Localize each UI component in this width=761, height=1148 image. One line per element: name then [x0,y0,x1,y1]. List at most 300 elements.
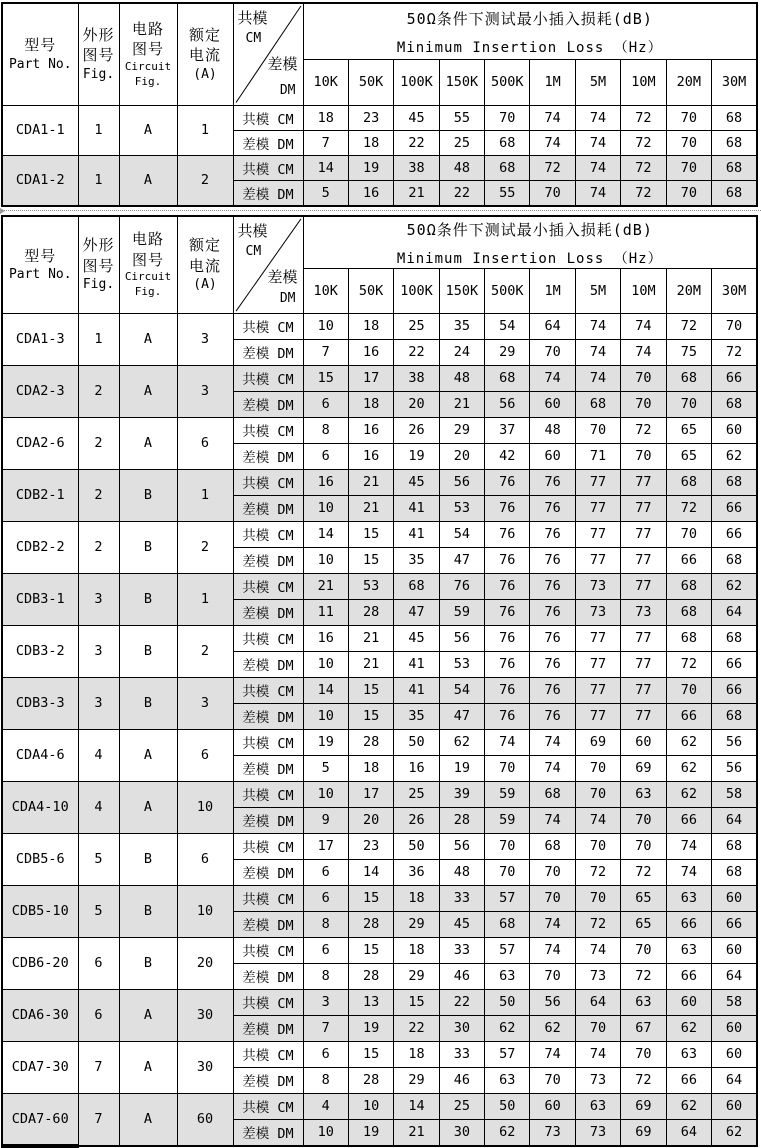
dm-loss-value-cell: 62 [530,1015,575,1041]
cm-loss-value-cell: 19 [303,729,348,755]
dm-loss-value-cell: 64 [712,807,757,833]
cm-loss-value-cell: 70 [712,313,757,339]
common-mode-label-cell: 共模 CM [233,625,303,651]
fig-cell: 3 [78,625,119,677]
cm-loss-value-cell: 63 [666,1041,711,1067]
dm-loss-value-cell: 77 [575,495,620,521]
dm-loss-value-cell: 22 [439,180,484,206]
cm-loss-value-cell: 74 [575,155,620,180]
dm-loss-value-cell: 69 [621,755,666,781]
common-mode-abbr: CM [245,243,262,259]
dm-loss-value-cell: 8 [303,911,348,937]
dm-loss-value-cell: 29 [485,339,530,365]
part-row-common-mode [2,155,757,180]
cm-loss-value-cell: 63 [666,885,711,911]
cm-loss-value-cell: 14 [303,521,348,547]
dm-loss-value-cell: 64 [666,1119,711,1146]
rated-current-cell: 2 [177,155,233,206]
cm-loss-value-cell: 39 [439,781,484,807]
dm-loss-value-cell: 77 [621,495,666,521]
cm-loss-value-cell: 76 [485,573,530,599]
dm-loss-value-cell: 30 [439,1015,484,1041]
cm-loss-value-cell: 74 [530,729,575,755]
cm-loss-value-cell: 57 [485,937,530,963]
differential-mode-label-cell: 差模 DM [233,1119,303,1146]
common-mode-abbr: CM [245,31,262,46]
common-mode-label-cell: 共模 CM [233,885,303,911]
dm-loss-value-cell: 69 [621,1119,666,1146]
dm-loss-value-cell: 70 [530,180,575,206]
part-row-common-mode [2,677,757,703]
cm-loss-value-cell: 15 [348,521,393,547]
cm-loss-value-cell: 74 [530,105,575,130]
cm-loss-value-cell: 28 [348,729,393,755]
circuit-fig-cell: A [119,365,177,417]
differential-mode-abbr: DM [279,291,296,307]
dm-loss-value-cell: 53 [439,495,484,521]
differential-mode-label-cell: 差模 DM [233,391,303,417]
cm-loss-value-cell: 15 [348,677,393,703]
freq-column-header: 150K [439,59,484,105]
rated-current-cell: 1 [177,573,233,625]
cm-loss-value-cell: 60 [712,937,757,963]
cm-loss-value-cell: 77 [621,625,666,651]
part-no-cell: CDA2-6 [2,417,78,469]
dm-loss-value-cell: 68 [666,599,711,625]
cm-loss-value-cell: 38 [394,365,439,391]
dm-loss-value-cell: 62 [485,1119,530,1146]
dm-loss-value-cell: 70 [575,1015,620,1041]
dm-loss-value-cell: 70 [621,391,666,417]
cm-loss-value-cell: 15 [348,885,393,911]
common-mode-label-cell: 共模 CM [233,521,303,547]
differential-mode-label-cell: 差模 DM [233,755,303,781]
dm-loss-value-cell: 21 [348,651,393,677]
freq-column-header: 10K [303,268,348,313]
cm-loss-value-cell: 18 [394,885,439,911]
col-header-insertion-loss-title: 50Ω条件下测试最小插入损耗(dB) Minimum Insertion Loss （Hz） [303,3,757,59]
cm-loss-value-cell: 15 [348,937,393,963]
dm-loss-value-cell: 56 [712,755,757,781]
circuit-fig-cell: B [119,885,177,937]
cm-loss-value-cell: 70 [666,677,711,703]
fig-cell: 2 [78,521,119,573]
freq-column-header: 5M [575,59,620,105]
common-mode-label-cell: 共模 CM [233,937,303,963]
dm-loss-value-cell: 74 [530,807,575,833]
cm-loss-value-cell: 50 [485,1093,530,1119]
circuit-fig-cell: B [119,625,177,677]
dm-loss-value-cell: 62 [712,443,757,469]
dm-loss-value-cell: 70 [485,755,530,781]
dm-loss-value-cell: 68 [485,130,530,155]
dm-loss-value-cell: 46 [439,963,484,989]
dm-loss-value-cell: 68 [712,130,757,155]
col-header-mode-diagonal [233,216,303,314]
dm-loss-value-cell: 68 [575,391,620,417]
cm-loss-value-cell: 50 [394,729,439,755]
dm-loss-value-cell: 28 [348,963,393,989]
cm-loss-value-cell: 25 [394,781,439,807]
common-mode-label-cell: 共模 CM [233,105,303,130]
dm-loss-value-cell: 66 [666,911,711,937]
dm-loss-value-cell: 26 [394,807,439,833]
cm-loss-value-cell: 70 [575,417,620,443]
common-mode-label: 共模 [237,9,268,27]
dm-loss-value-cell: 47 [439,547,484,573]
fig-cell: 3 [78,573,119,625]
circuit-fig-cell: A [119,1093,177,1146]
dm-loss-value-cell: 5 [303,180,348,206]
dm-loss-value-cell: 70 [530,1067,575,1093]
col-header-circuit-fig: 电路 图号 Circuit Fig. [119,3,177,105]
cm-loss-value-cell: 53 [348,573,393,599]
dm-loss-value-cell: 70 [621,443,666,469]
freq-column-header: 20M [666,59,711,105]
dm-loss-value-cell: 41 [394,495,439,521]
cm-loss-value-cell: 56 [530,989,575,1015]
cm-loss-value-cell: 41 [394,677,439,703]
fig-cell: 5 [78,833,119,885]
cm-loss-value-cell: 60 [530,1093,575,1119]
dm-loss-value-cell: 67 [621,1015,666,1041]
dm-loss-value-cell: 72 [575,911,620,937]
freq-column-header: 20M [666,268,711,313]
fig-cell: 1 [78,155,119,206]
cm-loss-value-cell: 77 [575,677,620,703]
circuit-fig-cell: A [119,1041,177,1093]
dm-loss-value-cell: 66 [666,807,711,833]
cm-loss-value-cell: 70 [621,833,666,859]
part-no-cell: CDB2-1 [2,469,78,521]
dm-loss-value-cell: 18 [348,391,393,417]
differential-mode-label-cell: 差模 DM [233,911,303,937]
cm-loss-value-cell: 25 [439,1093,484,1119]
freq-column-header: 5M [575,268,620,313]
dm-loss-value-cell: 29 [394,911,439,937]
part-row-common-mode [2,885,757,911]
cm-loss-value-cell: 74 [666,833,711,859]
cm-loss-value-cell: 6 [303,885,348,911]
common-mode-label-cell: 共模 CM [233,781,303,807]
fig-cell: 3 [78,677,119,729]
col-header-part-no: 型号 Part No. [2,3,78,105]
fig-cell: 2 [78,365,119,417]
dm-loss-value-cell: 18 [348,755,393,781]
cm-loss-value-cell: 68 [712,469,757,495]
cm-loss-value-cell: 10 [303,313,348,339]
circuit-fig-cell: A [119,781,177,833]
dm-loss-value-cell: 70 [666,130,711,155]
cm-loss-value-cell: 21 [348,469,393,495]
dm-loss-value-cell: 55 [485,180,530,206]
dm-loss-value-cell: 68 [712,391,757,417]
dm-loss-value-cell: 42 [485,443,530,469]
dm-loss-value-cell: 66 [712,495,757,521]
cm-loss-value-cell: 72 [621,155,666,180]
fig-cell: 1 [78,313,119,365]
part-row-common-mode [2,781,757,807]
dm-loss-value-cell: 76 [485,651,530,677]
table-header [2,3,757,105]
cm-loss-value-cell: 6 [303,1041,348,1067]
dm-loss-value-cell: 68 [485,911,530,937]
dm-loss-value-cell: 74 [575,180,620,206]
cm-loss-value-cell: 21 [348,625,393,651]
differential-mode-label: 差模 [267,268,298,287]
cm-loss-value-cell: 45 [394,105,439,130]
cm-loss-value-cell: 57 [485,1041,530,1067]
dm-loss-value-cell: 14 [348,859,393,885]
circuit-fig-cell: B [119,469,177,521]
cm-loss-value-cell: 76 [530,521,575,547]
col-header-mode-diagonal [233,3,303,105]
cm-loss-value-cell: 70 [530,885,575,911]
freq-column-header: 30M [712,59,757,105]
cm-loss-value-cell: 74 [530,937,575,963]
dm-loss-value-cell: 21 [394,180,439,206]
differential-mode-label: 差模 [267,55,298,74]
cm-loss-value-cell: 76 [485,625,530,651]
dm-loss-value-cell: 16 [348,443,393,469]
dm-loss-value-cell: 22 [394,130,439,155]
cm-loss-value-cell: 4 [303,1093,348,1119]
dm-loss-value-cell: 6 [303,859,348,885]
cm-loss-value-cell: 64 [575,989,620,1015]
rated-current-cell: 30 [177,1041,233,1093]
cm-loss-value-cell: 17 [348,781,393,807]
part-no-cell: CDA1-2 [2,155,78,206]
dm-loss-value-cell: 10 [303,495,348,521]
dm-loss-value-cell: 28 [348,1067,393,1093]
cm-loss-value-cell: 54 [485,313,530,339]
dm-loss-value-cell: 72 [621,130,666,155]
dm-loss-value-cell: 65 [621,911,666,937]
dm-loss-value-cell: 63 [485,963,530,989]
cm-loss-value-cell: 48 [439,365,484,391]
fig-cell: 7 [78,1093,119,1146]
cm-loss-value-cell: 70 [485,833,530,859]
cm-loss-value-cell: 62 [439,729,484,755]
rated-current-cell: 10 [177,781,233,833]
cm-loss-value-cell: 14 [303,677,348,703]
cm-loss-value-cell: 74 [575,313,620,339]
col-header-rated-current: 额定 电流 (A) [177,216,233,314]
dm-loss-value-cell: 8 [303,963,348,989]
differential-mode-label-cell: 差模 DM [233,807,303,833]
common-mode-label-cell: 共模 CM [233,417,303,443]
cm-loss-value-cell: 37 [485,417,530,443]
dm-loss-value-cell: 72 [621,180,666,206]
part-no-cell: CDA2-3 [2,365,78,417]
dm-loss-value-cell: 28 [439,807,484,833]
dm-loss-value-cell: 72 [621,859,666,885]
freq-column-header: 30M [712,268,757,313]
fig-cell: 1 [78,105,119,155]
cm-loss-value-cell: 60 [666,989,711,1015]
dm-loss-value-cell: 66 [666,547,711,573]
differential-mode-abbr: DM [279,83,296,99]
cm-loss-value-cell: 68 [485,155,530,180]
cm-loss-value-cell: 77 [621,573,666,599]
dm-loss-value-cell: 72 [575,859,620,885]
cm-loss-value-cell: 23 [348,105,393,130]
dm-loss-value-cell: 73 [621,599,666,625]
circuit-fig-cell: B [119,521,177,573]
cm-loss-value-cell: 35 [439,313,484,339]
dm-loss-value-cell: 28 [348,599,393,625]
dm-loss-value-cell: 76 [485,703,530,729]
cm-loss-value-cell: 14 [303,155,348,180]
dm-loss-value-cell: 76 [485,599,530,625]
cm-loss-value-cell: 45 [394,469,439,495]
dm-loss-value-cell: 74 [621,339,666,365]
freq-column-header: 50K [348,59,393,105]
cm-loss-value-cell: 68 [666,573,711,599]
dm-loss-value-cell: 19 [394,443,439,469]
cm-loss-value-cell: 74 [530,365,575,391]
cm-loss-value-cell: 8 [303,417,348,443]
fig-cell: 2 [78,417,119,469]
rated-current-cell: 2 [177,521,233,573]
differential-mode-label-cell: 差模 DM [233,130,303,155]
rated-current-cell: 2 [177,625,233,677]
dm-loss-value-cell: 72 [666,651,711,677]
cm-loss-value-cell: 33 [439,937,484,963]
page-break-marker-icon [0,208,5,214]
dm-loss-value-cell: 22 [394,1015,439,1041]
cm-loss-value-cell: 62 [666,781,711,807]
dm-loss-value-cell: 10 [303,703,348,729]
dm-loss-value-cell: 74 [575,130,620,155]
dm-loss-value-cell: 10 [303,651,348,677]
dm-loss-value-cell: 64 [712,963,757,989]
differential-mode-label-cell: 差模 DM [233,339,303,365]
cm-loss-value-cell: 72 [666,313,711,339]
dm-loss-value-cell: 60 [712,1015,757,1041]
dm-loss-value-cell: 76 [530,703,575,729]
dm-loss-value-cell: 24 [439,339,484,365]
cm-loss-value-cell: 50 [394,833,439,859]
dm-loss-value-cell: 72 [712,339,757,365]
cm-loss-value-cell: 57 [485,885,530,911]
cm-loss-value-cell: 77 [621,469,666,495]
common-mode-label-cell: 共模 CM [233,989,303,1015]
dm-loss-value-cell: 30 [439,1119,484,1146]
cm-loss-value-cell: 70 [621,365,666,391]
cm-loss-value-cell: 74 [575,1041,620,1067]
rated-current-cell: 3 [177,677,233,729]
freq-column-header: 10M [621,59,666,105]
cm-loss-value-cell: 45 [394,625,439,651]
fig-cell: 6 [78,989,119,1041]
dm-loss-value-cell: 72 [621,963,666,989]
cm-loss-value-cell: 74 [575,365,620,391]
cm-loss-value-cell: 77 [575,625,620,651]
differential-mode-label-cell: 差模 DM [233,547,303,573]
dm-loss-value-cell: 76 [530,599,575,625]
dm-loss-value-cell: 66 [712,911,757,937]
cm-loss-value-cell: 15 [303,365,348,391]
dm-loss-value-cell: 53 [439,651,484,677]
cm-loss-value-cell: 68 [666,365,711,391]
dm-loss-value-cell: 76 [485,495,530,521]
cm-loss-value-cell: 70 [621,1041,666,1067]
dm-loss-value-cell: 64 [712,1067,757,1093]
cm-loss-value-cell: 72 [621,417,666,443]
dm-loss-value-cell: 74 [530,130,575,155]
rated-current-cell: 1 [177,105,233,155]
freq-column-header: 500K [485,268,530,313]
fig-cell: 4 [78,729,119,781]
cm-loss-value-cell: 70 [575,833,620,859]
dm-loss-value-cell: 47 [439,703,484,729]
cm-loss-value-cell: 70 [666,155,711,180]
freq-column-header: 10M [621,268,666,313]
cm-loss-value-cell: 54 [439,677,484,703]
dm-loss-value-cell: 48 [439,859,484,885]
rated-current-cell: 3 [177,313,233,365]
dm-loss-value-cell: 46 [439,1067,484,1093]
common-mode-label-cell: 共模 CM [233,313,303,339]
fig-cell: 7 [78,1041,119,1093]
cm-loss-value-cell: 68 [712,833,757,859]
cm-loss-value-cell: 74 [530,1041,575,1067]
cm-loss-value-cell: 64 [530,313,575,339]
part-row-common-mode [2,469,757,495]
cm-loss-value-cell: 70 [666,105,711,130]
dm-loss-value-cell: 74 [666,859,711,885]
rated-current-cell: 60 [177,1093,233,1146]
dm-loss-value-cell: 74 [530,911,575,937]
cm-loss-value-cell: 10 [303,781,348,807]
freq-column-header: 1M [530,59,575,105]
dm-loss-value-cell: 70 [621,807,666,833]
dm-loss-value-cell: 72 [666,495,711,521]
cm-loss-value-cell: 68 [394,573,439,599]
dm-loss-value-cell: 7 [303,1015,348,1041]
dm-loss-value-cell: 16 [348,339,393,365]
dm-loss-value-cell: 70 [530,339,575,365]
dm-loss-value-cell: 70 [485,859,530,885]
part-row-common-mode [2,365,757,391]
circuit-fig-cell: B [119,677,177,729]
differential-mode-label-cell: 差模 DM [233,703,303,729]
part-row-common-mode [2,1093,757,1119]
circuit-fig-cell: A [119,729,177,781]
dm-loss-value-cell: 28 [348,911,393,937]
cm-loss-value-cell: 74 [621,313,666,339]
freq-column-header: 150K [439,268,484,313]
cm-loss-value-cell: 77 [575,521,620,547]
dm-loss-value-cell: 66 [666,1067,711,1093]
cm-loss-value-cell: 15 [394,989,439,1015]
rated-current-cell: 6 [177,729,233,781]
table-header [2,216,757,314]
dm-loss-value-cell: 64 [712,599,757,625]
cm-loss-value-cell: 55 [439,105,484,130]
dm-loss-value-cell: 73 [575,963,620,989]
dm-loss-value-cell: 73 [575,599,620,625]
cm-loss-value-cell: 68 [666,625,711,651]
col-header-part-no: 型号 Part No. [2,216,78,314]
cm-loss-value-cell: 56 [712,729,757,755]
cm-loss-value-cell: 48 [439,155,484,180]
cm-loss-value-cell: 73 [575,573,620,599]
cm-loss-value-cell: 77 [621,677,666,703]
dm-loss-value-cell: 7 [303,339,348,365]
cm-loss-value-cell: 33 [439,885,484,911]
